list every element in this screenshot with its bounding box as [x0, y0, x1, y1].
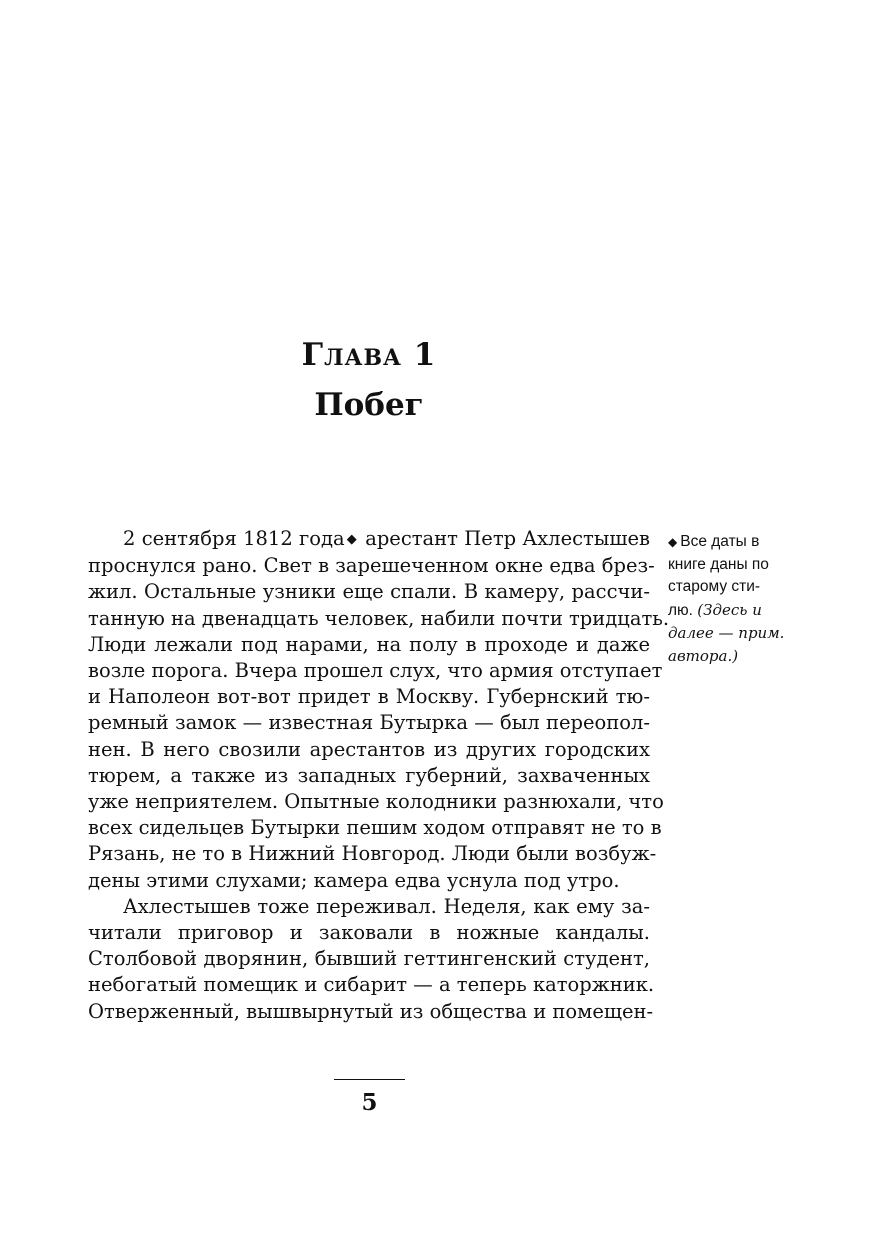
text-line — [88, 526, 650, 553]
text-line: танную на двенадцать человек, набили почти тридцать. — [88, 606, 670, 630]
text-line-part: 2 сентября 1812 года — [123, 527, 345, 550]
page-number: 5 — [361, 1089, 378, 1116]
paragraph-2 — [88, 894, 655, 1025]
folio-rule — [334, 1079, 405, 1080]
chapter-heading — [0, 335, 738, 375]
text-line: и Наполеон вот-вот придет в Москву. Губернский тю- — [88, 685, 650, 709]
chapter-title: Побег — [314, 387, 424, 423]
text-line: Отверженный, вышвырнутый из общества и помещен- — [88, 999, 654, 1023]
sidenote-line: старому сти- — [668, 578, 761, 595]
text-line: Люди лежали под нарами, на полу в проходе и даже — [88, 632, 650, 656]
text-line-part: арестант Петр Ахлестышев — [365, 527, 650, 550]
text-line: Рязань, не то в Нижний Новгород. Люди были возбуж- — [88, 842, 657, 866]
text-line: Ахлестышев тоже переживал. Неделя, как ему за- — [123, 894, 650, 918]
body-text — [88, 526, 670, 1025]
text-line: нен. В него свозили арестантов из других городских — [88, 737, 650, 761]
sidenote-line — [668, 599, 808, 623]
sidenote-italic-text: (Здесь и — [697, 600, 762, 619]
sidenote-text: Все даты в — [680, 533, 760, 550]
text-line: жил. Остальные узники еще спали. В камеру, рассчи- — [88, 580, 650, 604]
text-line: возле порога. Вчера прошел слух, что армия отступает — [88, 659, 663, 683]
text-line: ремный замок — известная Бутырка — был переопол- — [88, 711, 650, 735]
sidenote-line — [668, 531, 808, 554]
text-line: дены этими слухами; камера едва уснула под утро. — [88, 868, 620, 892]
text-line: тюрем, а также из западных губерний, захваченных — [88, 763, 650, 787]
text-line: всех сидельцев Бутырки пешим ходом отправят не то в — [88, 816, 662, 840]
footnote-marker: ◆ — [346, 532, 357, 547]
sidenote-marker: ◆ — [668, 535, 678, 549]
sidenote-line: автора.) — [668, 646, 739, 665]
text-line: читали приговор и заковали в ножные кандалы. — [88, 921, 650, 945]
sidenote-text: лю. — [668, 601, 693, 619]
chapter-heading-text: Глава 1 — [301, 337, 437, 373]
text-line: проснулся рано. Свет в зарешеченном окне едва брез- — [88, 554, 655, 578]
text-line: уже неприятелем. Опытные колодники разнюхали, что — [88, 790, 664, 814]
text-line: небогатый помещик и сибарит — а теперь каторжник. — [88, 973, 655, 997]
sidenote-line: далее — прим. — [668, 624, 785, 642]
paragraph-1 — [88, 526, 670, 894]
sidenote-line: книге даны по — [668, 555, 769, 573]
text-line: Столбовой дворянин, бывший геттингенский студент, — [88, 947, 650, 971]
sidenote — [668, 531, 808, 667]
